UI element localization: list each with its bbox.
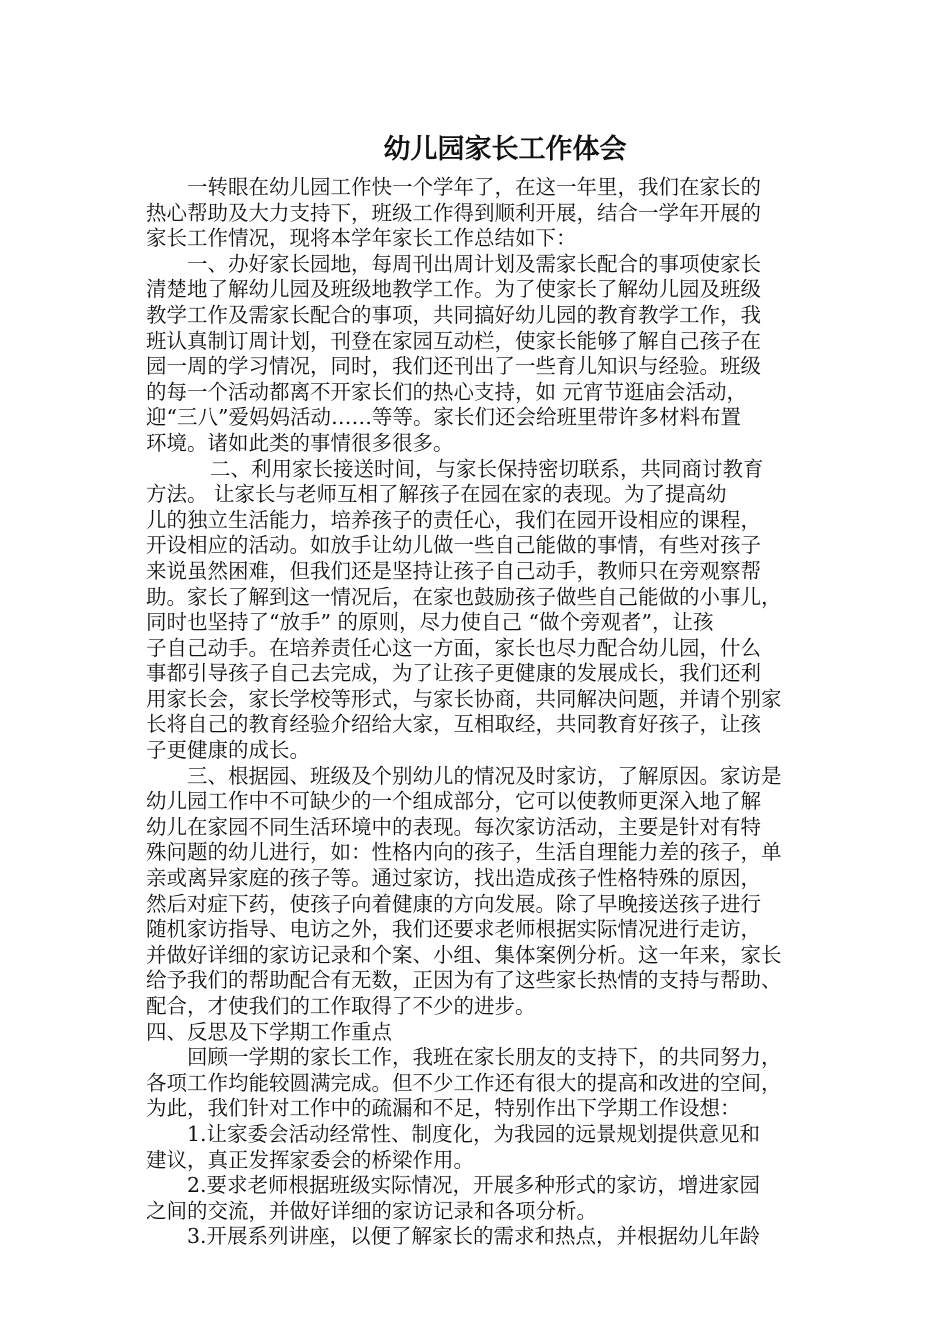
text-line: 为此，我们针对工作中的疏漏和不足，特别作出下学期工作设想： xyxy=(146,1096,741,1121)
text-line: 班认真制订周计划，刊登在家园互动栏，使家长能够了解自己孩子在 xyxy=(146,328,761,353)
text-line: 然后对症下药，使孩子向着健康的方向发展。除了早晚接送孩子进行 xyxy=(146,891,761,916)
text-line: 环境。诸如此类的事情很多很多。 xyxy=(146,430,454,455)
text-line: 一、办好家长园地，每周刊出周计划及需家长配合的事项使家长 xyxy=(187,251,761,276)
text-line: 二、利用家长接送时间，与家长保持密切联系，共同商讨教育 xyxy=(210,456,764,481)
text-line: 助。家长了解到这一情况后，在家也鼓励孩子做些自己能做的小事儿， xyxy=(146,584,782,609)
text-line: 回顾一学期的家长工作，我班在家长朋友的支持下，的共同努力， xyxy=(187,1045,782,1070)
text-line: 迎“三八”爱妈妈活动……等等。家长们还会给班里带许多材料布置 xyxy=(146,405,741,430)
text-line: 用家长会，家长学校等形式，与家长协商，共同解决问题，并请个别家 xyxy=(146,686,782,711)
text-line: 一转眼在幼儿园工作快一个学年了，在这一年里，我们在家长的 xyxy=(187,175,761,199)
text-line: 教学工作及需家长配合的事项，共同搞好幼儿园的教育教学工作，我 xyxy=(146,302,761,327)
text-line: 热心帮助及大力支持下，班级工作得到顺利开展，结合一学年开展的 xyxy=(146,200,761,225)
section-heading: 四、反思及下学期工作重点 xyxy=(146,1019,392,1044)
text-line: 殊问题的幼儿进行，如：性格内向的孩子，生活自理能力差的孩子，单 xyxy=(146,840,782,865)
text-line: 配合，才使我们的工作取得了不少的进步。 xyxy=(146,994,536,1018)
text-line: 的每一个活动都离不开家长们的热心支持，如 元宵节逛庙会活动， xyxy=(146,379,748,404)
text-line: 幼儿在家园不同生活环境中的表现。每次家访活动，主要是针对有特 xyxy=(146,814,761,839)
text-line: 方法。 让家长与老师互相了解孩子在园在家的表现。为了提高幼 xyxy=(146,482,727,507)
text-line: 园一周的学习情况，同时，我们还刊出了一些育儿知识与经验。班级 xyxy=(146,354,761,379)
text-line: 家长工作情况，现将本学年家长工作总结如下： xyxy=(146,226,577,251)
text-line: 并做好详细的家访记录和个案、小组、集体案例分析。这一年来，家长 xyxy=(146,942,782,967)
text-line: 1.让家委会活动经常性、制度化，为我园的远景规划提供意见和 xyxy=(187,1121,761,1146)
text-line: 子自己动手。在培养责任心这一方面，家长也尽力配合幼儿园，什么 xyxy=(146,635,761,660)
text-line: 之间的交流，并做好详细的家访记录和各项分析。 xyxy=(146,1198,597,1223)
text-line: 儿的独立生活能力，培养孩子的责任心，我们在园开设相应的课程， xyxy=(146,507,761,532)
text-line: 长将自己的教育经验介绍给大家，互相取经，共同教育好孩子，让孩 xyxy=(146,712,761,737)
text-line: 同时也坚持了“放手” 的原则，尽力使自己 “做个旁观者”，让孩 xyxy=(146,610,714,635)
text-line: 事都引导孩子自己去完成，为了让孩子更健康的发展成长，我们还利 xyxy=(146,661,761,686)
text-line: 建议，真正发挥家委会的桥梁作用。 xyxy=(146,1147,474,1172)
document-title: 幼儿园家长工作体会 xyxy=(383,134,627,165)
text-line: 清楚地了解幼儿园及班级地教学工作。为了使家长了解幼儿园及班级 xyxy=(146,277,761,302)
text-line: 各项工作均能较圆满完成。但不少工作还有很大的提高和改进的空间， xyxy=(146,1070,782,1095)
text-line: 开设相应的活动。如放手让幼儿做一些自己能做的事情，有些对孩子 xyxy=(146,533,761,558)
text-line: 随机家访指导、电访之外，我们还要求老师根据实际情况进行走访， xyxy=(146,917,761,942)
text-line: 亲或离异家庭的孩子等。通过家访，找出造成孩子性格特殊的原因， xyxy=(146,866,761,891)
text-line: 子更健康的成长。 xyxy=(146,738,310,763)
text-line: 2.要求老师根据班级实际情况，开展多种形式的家访，增进家园 xyxy=(187,1173,761,1198)
text-line: 三、根据园、班级及个别幼儿的情况及时家访，了解原因。家访是 xyxy=(187,763,782,788)
document-body xyxy=(146,175,810,1250)
text-line: 幼儿园工作中不可缺少的一个组成部分，它可以使教师更深入地了解 xyxy=(146,789,761,814)
text-line: 来说虽然困难，但我们还是坚持让孩子自己动手，教师只在旁观察帮 xyxy=(146,558,761,583)
text-line: 给予我们的帮助配合有无数，正因为有了这些家长热情的支持与帮助、 xyxy=(146,968,782,993)
text-line: 3.开展系列讲座，以便了解家长的需求和热点，并根据幼儿年龄 xyxy=(187,1224,761,1249)
